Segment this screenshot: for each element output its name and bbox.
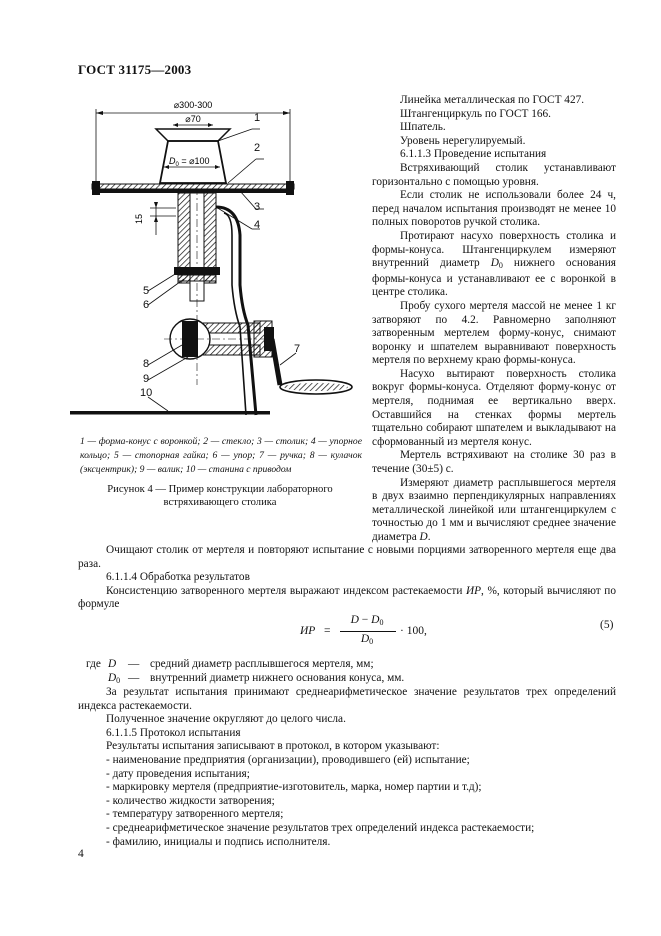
list-item: - среднеарифметическое значение результатов трех определений индекса растекаемости;: [106, 821, 535, 834]
section-heading-results: 6.1.1.4 Обработка результатов: [106, 571, 250, 584]
section-heading-procedure: 6.1.1.3 Проведение испытания: [400, 148, 547, 161]
shaking-table-figure: [68, 95, 368, 435]
shaking-table-drawing: [68, 95, 368, 435]
formula-tail: · 100,: [400, 625, 427, 637]
paragraph-measure-d0: Протирают насухо поверхность столика и формы-конуса. Штангенциркулем измеряют внутренний диаметр $D_0$ нижнего основания формы-конуса и устанавливают ее с воронкой в центре столика.: [372, 229, 617, 299]
equipment-spatula: Шпатель.: [400, 121, 446, 134]
equipment-level: Уровень нерегулируемый.: [400, 134, 526, 147]
dim-d0-label: $D_0$ = ⌀100: [169, 156, 210, 168]
callout-9: 9: [143, 373, 150, 385]
formula-denominator: $D_0$: [360, 633, 374, 646]
formula-number: (5): [600, 619, 614, 631]
paragraph-consistency: Консистенцию затворенного мертеля выражают индексом растекаемости ИР, %, который вычисляют по формуле: [78, 584, 616, 611]
paragraph-level-setup: Встряхивающий столик устанавливают горизонтально с помощью уровня.: [372, 161, 616, 188]
figure-caption-line-1: Рисунок 4 — Пример конструкции лабораторного: [107, 484, 333, 495]
formula-definitions: [78, 658, 616, 685]
list-item: - маркировку мертеля (предприятие-изготовитель, марка, номер партии и т.д);: [106, 781, 482, 794]
list-item: - фамилию, инициалы и подпись исполнителя.: [106, 835, 331, 848]
list-item: - количество жидкости затворения;: [106, 794, 275, 807]
list-item: - температуру затворенного мертеля;: [106, 808, 284, 821]
callout-7: 7: [294, 343, 301, 355]
definition-d0: $D_0$ — внутренний диаметр нижнего основания конуса, мм.: [108, 671, 405, 685]
callout-4: 4: [254, 219, 261, 231]
list-item: - дату проведения испытания;: [106, 767, 250, 780]
dim-height-label: 15: [134, 213, 144, 225]
formula-lhs: ИР: [300, 625, 316, 637]
dim-inner-label: ⌀70: [185, 114, 201, 124]
callout-8: 8: [143, 358, 150, 370]
right-column-text: [372, 94, 616, 545]
figure-legend: 1 — форма-конус с воронкой; 2 — стекло; 3 — столик; 4 — упорное кольцо; 5 — стопорная гайка; 6 — упор; 7 — ручка; 8 — кулачок (эксцентрик); 9 — валик; 10 — станина с приводом: [80, 436, 362, 475]
dim-outer-label: ⌀300-300: [173, 100, 213, 110]
paragraph-rounding: Полученное значение округляют до целого числа.: [106, 713, 346, 726]
equipment-ruler: Линейка металлическая по ГОСТ 427.: [400, 94, 585, 106]
body-text-upper: [78, 544, 616, 612]
callout-6: 6: [143, 299, 150, 311]
paragraph-protocol-intro: Результаты испытания записывают в протокол, в котором указывают:: [106, 740, 440, 753]
list-item: - наименование предприятия (организации), проводившего (ей) испытание;: [106, 753, 470, 766]
page-number: 4: [78, 848, 84, 860]
paragraph-repeat: Очищают столик от мертеля и повторяют испытание с новыми порциями затворенного мертеля еще два раза.: [78, 544, 616, 570]
callout-2: 2: [254, 142, 261, 154]
callout-10: 10: [140, 387, 153, 399]
paragraph-result-average: За результат испытания принимают среднеарифметическое значение результатов трех определений индекса растекаемости.: [78, 686, 616, 712]
paragraph-fill-cone: Пробу сухого мертеля массой не менее 1 кг затворяют по 4.2. Равномерно заполняют затворенным мертелем форму-конус, снимают воронку и шпателем выравнивают поверхность мертеля по верхнему краю формы-конуса.: [372, 299, 616, 367]
equipment-caliper: Штангенциркуль по ГОСТ 166.: [400, 107, 552, 120]
page-header-title: ГОСТ 31175—2003: [78, 62, 192, 77]
formula-fraction-bar: [340, 631, 396, 632]
callout-3: 3: [254, 201, 261, 213]
paragraph-remove-cone: Насухо вытирают поверхность столика вокруг формы-конуса. Отделяют форму-конус от мертеля, поднимая ее вертикально вверх. Оставшийся на стенках формы мертель тщательно собирают шпателем и выкладывают на сформованный из мертеля конус.: [372, 367, 616, 448]
paragraph-measure-d: Измеряют диаметр расплывшегося мертеля в двух взаимно перпендикулярных направлениях металлической линейкой или штангенциркулем с точностью до 1 мм и вычисляют среднее значение диаметра D.: [372, 476, 616, 543]
formula-numerator: $D - D_0$: [350, 614, 384, 627]
figure-caption: [90, 483, 350, 509]
callout-1: 1: [254, 112, 261, 124]
paragraph-unused-table: Если столик не использовали более 24 ч, перед началом испытания производят не менее 10 полных поворотов ручкой столика.: [372, 189, 616, 229]
callout-5: 5: [143, 285, 150, 297]
formula-spreadability: [300, 612, 600, 652]
body-text-lower: [78, 686, 616, 849]
formula-equals: =: [324, 625, 331, 637]
paragraph-shake: Мертель встряхивают на столике 30 раз в течение (30±5) с.: [372, 449, 616, 476]
figure-caption-line-2: встряхивающего столика: [163, 497, 277, 508]
section-heading-protocol: 6.1.1.5 Протокол испытания: [106, 726, 241, 739]
definition-d: где D — средний диаметр расплывшегося мертеля, мм;: [86, 658, 374, 670]
